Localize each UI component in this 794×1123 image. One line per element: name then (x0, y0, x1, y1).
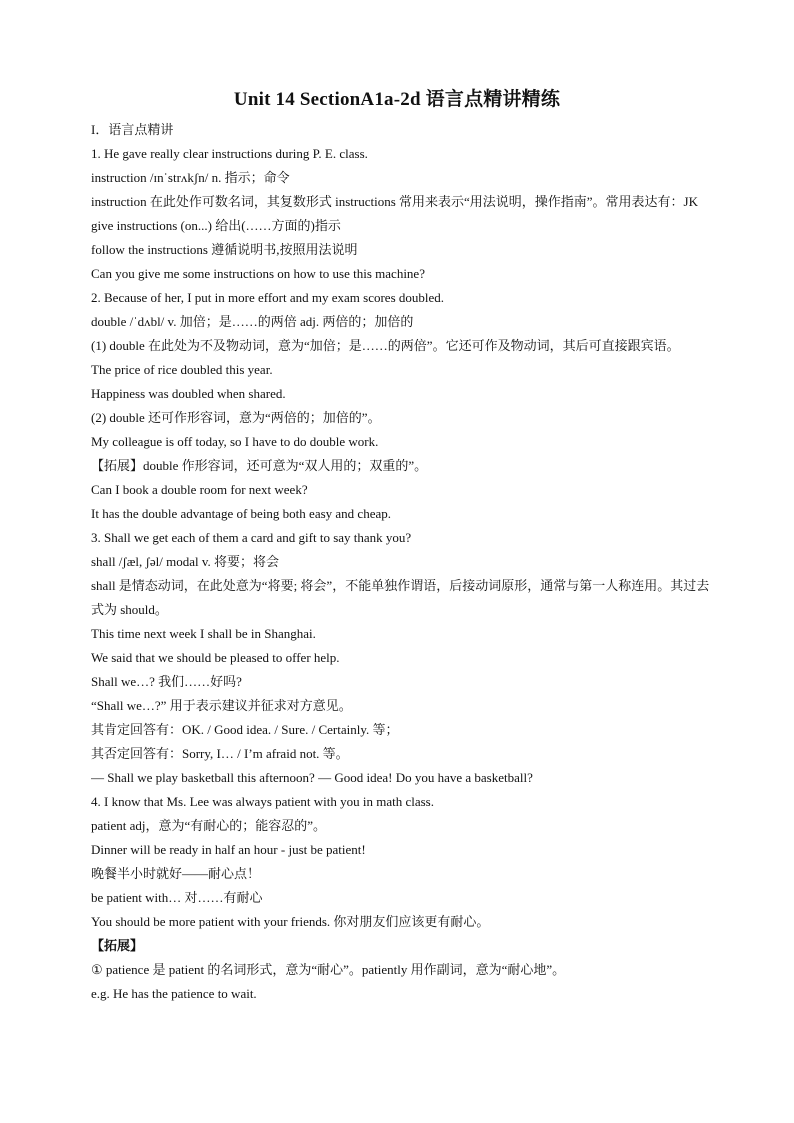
example-sentence-3: 3. Shall we get each of them a card and gift to say thank you? (91, 530, 412, 545)
extension-heading: 【拓展】 (91, 938, 144, 953)
explanation-paragraph: shall 是情态动词，在此处意为“将要; 将会”，不能单独作谓语，后接动词原形，通常与第一人称连用。其过去式为 should。 (91, 578, 710, 617)
example-sentence-4: 4. I know that Ms. Lee was always patient with you in math class. (91, 794, 434, 809)
example-sentence: You should be more patient with your friends. 你对朋友们应该更有耐心。 (91, 914, 490, 929)
document-body (91, 118, 711, 1006)
vocab-entry-patient: patient adj，意为“有耐心的；能容忍的”。 (91, 818, 327, 833)
example-sentence: e.g. He has the patience to wait. (91, 986, 257, 1001)
explanation-paragraph: instruction 在此处作可数名词，其复数形式 instructions 常用来表示“用法说明，操作指南”。常用表达有：JK (91, 194, 699, 209)
vocab-entry-double: double /ˈdʌbl/ v. 加倍；是……的两倍 adj. 两倍的；加倍的 (91, 314, 414, 329)
example-sentence: The price of rice doubled this year. (91, 362, 273, 377)
dialogue-line: — Shall we play basketball this afternoon? — Good idea! Do you have a basketball? (91, 770, 533, 785)
example-sentence: Dinner will be ready in half an hour - just be patient! (91, 842, 366, 857)
example-sentence: We said that we should be pleased to offer help. (91, 650, 340, 665)
example-sentence: Happiness was doubled when shared. (91, 386, 286, 401)
phrase-line: be patient with… 对……有耐心 (91, 890, 263, 905)
phrase-line: Shall we…? 我们……好吗? (91, 674, 242, 689)
example-sentence: Can I book a double room for next week? (91, 482, 308, 497)
example-sentence: This time next week I shall be in Shanghai. (91, 626, 316, 641)
answer-line: 其否定回答有：Sorry, I… / I’m afraid not. 等。 (91, 746, 349, 761)
example-sentence: Can you give me some instructions on how to use this machine? (91, 266, 425, 281)
phrase-line: give instructions (on...) 给出(……方面的)指示 (91, 218, 341, 233)
vocab-entry-shall: shall /ʃæl, ʃəl/ modal v. 将要；将会 (91, 554, 279, 569)
vocab-entry-instruction: instruction /ɪnˈstrʌkʃn/ n. 指示；命令 (91, 170, 290, 185)
explanation-line: (2) double 还可作形容词，意为“两倍的；加倍的”。 (91, 410, 381, 425)
section-heading: I．语言点精讲 (91, 122, 174, 137)
extension-line: ① patience 是 patient 的名词形式，意为“耐心”。patiently 用作副词，意为“耐心地”。 (91, 962, 566, 977)
document-title: Unit 14 SectionA1a-2d 语言点精讲精练 (233, 89, 561, 110)
answer-line: 其肯定回答有：OK. / Good idea. / Sure. / Certainly. 等； (91, 722, 399, 737)
example-sentence-2: 2. Because of her, I put in more effort and my exam scores doubled. (91, 290, 445, 305)
extension-line: 【拓展】double 作形容词，还可意为“双人用的；双重的”。 (91, 458, 428, 473)
example-sentence: It has the double advantage of being both easy and cheap. (91, 506, 391, 521)
example-sentence: My colleague is off today, so I have to do double work. (91, 434, 379, 449)
explanation-paragraph: (1) double 在此处为不及物动词，意为“加倍；是……的两倍”。它还可作及物动词，其后可直接跟宾语。 (91, 338, 680, 353)
explanation-line: “Shall we…?” 用于表示建议并征求对方意见。 (91, 698, 352, 713)
example-sentence-1: 1. He gave really clear instructions during P. E. class. (91, 146, 368, 161)
phrase-line: follow the instructions 遵循说明书,按照用法说明 (91, 242, 358, 257)
translation-line: 晚餐半小时就好——耐心点！ (91, 866, 261, 881)
